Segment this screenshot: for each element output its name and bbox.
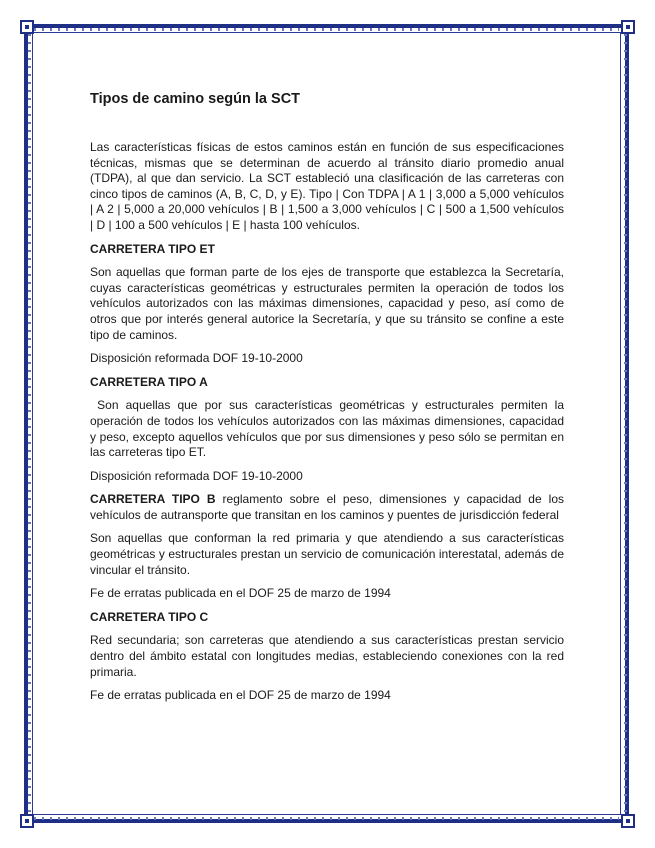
paragraph-tipo-et: Son aquellas que forman parte de los ejes de transporte que establezca la Secretaría, cuyas características geométricas y estructurales permiten la operación de todos los vehículos autorizados con las máximas dimensiones, capacidad y peso, así como de otros que por interés general autorice la Secretaría, y que su tránsito se confine a este tipo de caminos. bbox=[90, 265, 564, 342]
heading-tipo-et: CARRETERA TIPO ET bbox=[90, 241, 215, 256]
note-tipo-b: Fe de erratas publicada en el DOF 25 de marzo de 1994 bbox=[90, 586, 391, 601]
page-title: Tipos de camino según la SCT bbox=[90, 91, 301, 107]
heading-tipo-b: CARRETERA TIPO B bbox=[90, 492, 216, 507]
corner-ornament-top-left bbox=[20, 20, 34, 34]
corner-ornament-bottom-left bbox=[20, 814, 34, 828]
heading-tipo-c: CARRETERA TIPO C bbox=[90, 609, 209, 624]
corner-ornament-top-right bbox=[621, 20, 635, 34]
note-tipo-c: Fe de erratas publicada en el DOF 25 de marzo de 1994 bbox=[90, 688, 391, 703]
note-tipo-a: Disposición reformada DOF 19-10-2000 bbox=[90, 468, 303, 483]
border-dots-top bbox=[34, 28, 619, 31]
document-body bbox=[90, 90, 568, 712]
heading-rest-tipo-b: reglamento sobre el peso, dimensiones y capacidad de los vehículos de autransporte que transitan en los caminos y puentes de jurisdicción federal bbox=[90, 492, 564, 522]
corner-ornament-bottom-right bbox=[621, 814, 635, 828]
intro-paragraph: Las características físicas de estos caminos están en función de sus especificaciones técnicas, mismas que se determinan de acuerdo al tránsito diario promedio anual (TDPA), al que dan servicio. La SCT estableció una clasificación de las carreteras con cinco tipos de caminos (A, B, C, D, y E). Tipo | Con TDPA | A 1 | 3,000 a 5,000 vehículos | A 2 | 5,000 a 20,000 vehículos | B | 1,500 a 3,000 vehículos | C | 500 a 1,500 vehículos | D | 100 a 500 vehículos | E | hasta 100 vehículos. bbox=[90, 140, 564, 232]
heading-tipo-a: CARRETERA TIPO A bbox=[90, 374, 208, 389]
border-dots-bottom bbox=[34, 817, 619, 820]
border-dots-right bbox=[624, 34, 627, 813]
heading-paragraph-tipo-b bbox=[90, 492, 564, 523]
border-dots-left bbox=[28, 34, 31, 813]
paragraph-tipo-c: Red secundaria; son carreteras que atendiendo a sus características prestan servicio dentro del ámbito estatal con longitudes medias, estableciendo conexiones con la red primaria. bbox=[90, 633, 564, 679]
paragraph-tipo-b: Son aquellas que conforman la red primaria y que atendiendo a sus características geométricas y estructurales prestan un servicio de comunicación interestatal, además de vincular el tránsito. bbox=[90, 531, 564, 577]
note-tipo-et: Disposición reformada DOF 19-10-2000 bbox=[90, 351, 303, 366]
paragraph-tipo-a: Son aquellas que por sus características geométricas y estructurales permiten la operación de todos los vehículos autorizados con las máximas dimensiones, capacidad y peso, excepto aquellos vehículos que por sus dimensiones y peso sólo se permitan en las carreteras tipo ET. bbox=[90, 398, 568, 460]
